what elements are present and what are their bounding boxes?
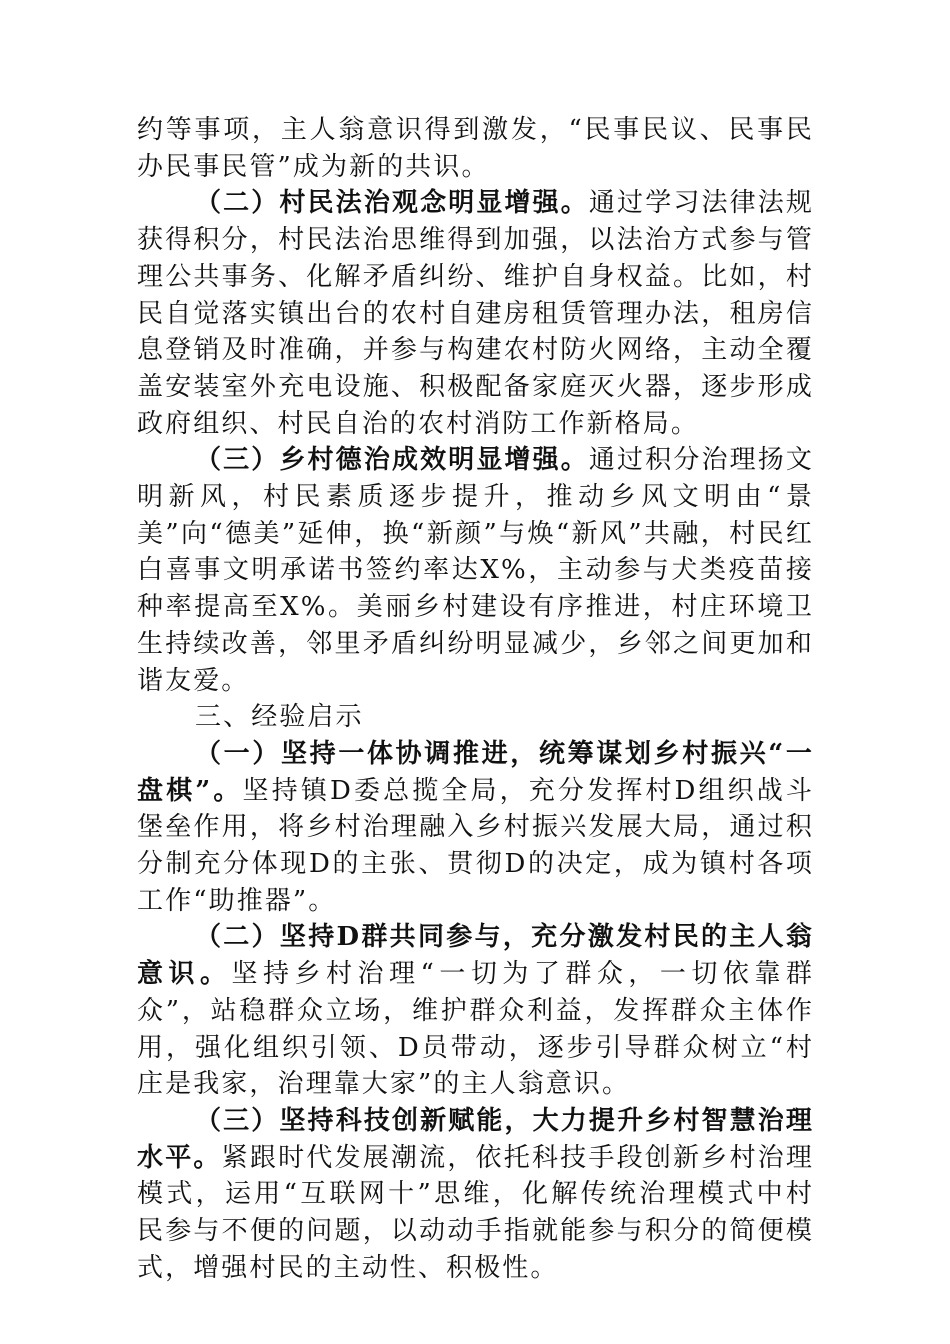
lesson-participation <box>137 919 814 1103</box>
paragraph-lead: （三）乡村德治成效明显增强。 <box>195 445 589 476</box>
paragraph-body: 通过积分治理扬文明新风，村民素质逐步提升，推动乡风文明由“景美”向“德美”延伸，换“新颜”与焕“新风”共融，村民红白喜事文明承诺书签约率达X%，主动参与犬类疫苗接种率提高至X%。美丽乡村建设有序推进，村庄环境卫生持续改善，邻里矛盾纠纷明显减少，乡邻之间更加和谐友爱。 <box>137 445 814 696</box>
section-heading: 三、经验启示 <box>195 702 364 733</box>
lesson-body: 坚持乡村治理“一切为了群众，一切依靠群众”，站稳群众立场，维护群众利益，发挥群众主体作用，强化组织引领、D员带动，逐步引导群众树立“村庄是我家，治理靠大家”的主人翁意识。 <box>137 959 814 1100</box>
lesson-body: 坚持镇D委总揽全局，充分发挥村D组织战斗堡垒作用，将乡村治理融入乡村振兴发展大局，通过积分制充分体现D的主张、贯彻D的决定，成为镇村各项工作“助推器”。 <box>137 775 814 916</box>
lesson-lead: （三）坚持科技创新赋能，大力提升乡村智慧治理水平。 <box>137 1105 814 1173</box>
paragraph-rule-of-law <box>137 185 814 442</box>
lesson-technology <box>137 1103 814 1287</box>
paragraph-body: 约等事项，主人翁意识得到激发，“民事民议、民事民办民事民管”成为新的共识。 <box>137 115 814 182</box>
lesson-lead: （二）坚持D群共同参与，充分激发村民的主人翁意识。 <box>137 922 814 990</box>
lesson-lead: （一）坚持一体协调推进，统筹谋划乡村振兴“一盘棋”。 <box>137 738 814 806</box>
paragraph-rule-of-virtue <box>137 442 814 699</box>
document-page <box>137 112 814 1287</box>
paragraph-body: 通过学习法律法规获得积分，村民法治思维得到加强，以法治方式参与管理公共事务、化解矛盾纠纷、维护自身权益。比如，村民自觉落实镇出台的农村自建房租赁管理办法，租房信息登销及时准确，并参与构建农村防火网络，主动全覆盖安装室外充电设施、积极配备家庭灭火器，逐步形成政府组织、村民自治的农村消防工作新格局。 <box>137 188 814 439</box>
lesson-body: 紧跟时代发展潮流，依托科技手段创新乡村治理模式，运用“互联网十”思维，化解传统治理模式中村民参与不便的问题，以动动手指就能参与积分的简便模式，增强村民的主动性、积极性。 <box>137 1142 814 1283</box>
paragraph-lead: （二）村民法治观念明显增强。 <box>195 188 589 219</box>
paragraph-continued <box>137 112 814 185</box>
lesson-coordination <box>137 736 814 920</box>
